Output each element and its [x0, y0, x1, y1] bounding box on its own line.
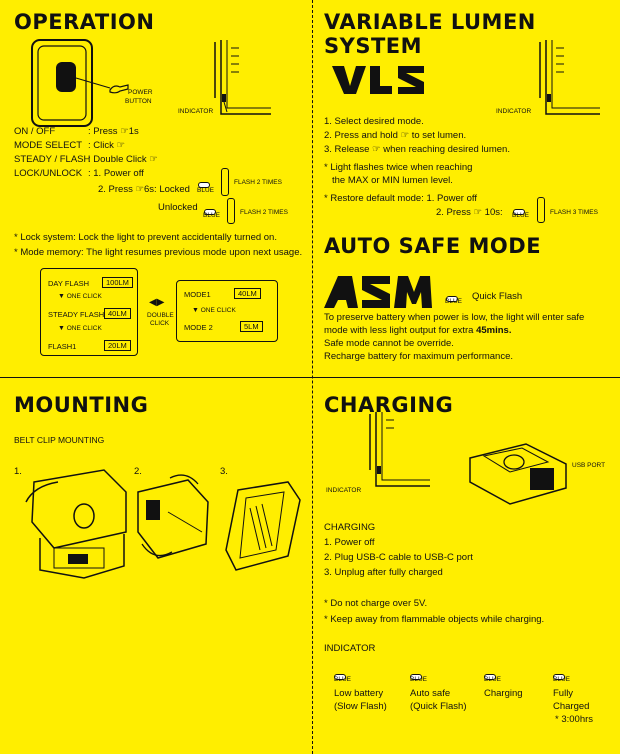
mount-step-1: 1. [14, 466, 22, 477]
device-side-illustration [195, 38, 275, 118]
mode-1: MODE1 [184, 290, 211, 299]
state-charging-blue: BLUE [484, 676, 501, 683]
vls-led-bar [537, 197, 545, 223]
mount-step-1-illustration [14, 462, 129, 582]
vls-step-1: 1. Select desired mode. [324, 116, 424, 127]
memory-note: * Mode memory: The light resumes previous mode upon next usage. [14, 247, 303, 258]
unlock-flash-label: FLASH 2 TIMES [240, 209, 288, 216]
asm-para-4: Recharge battery for maximum performance. [324, 351, 514, 362]
charging-indicator-label: INDICATOR [326, 487, 362, 494]
mount-step-3-illustration [218, 476, 303, 576]
vls-flash3-label: FLASH 3 TIMES [550, 209, 598, 216]
lock-note: * Lock system: Lock the light to prevent accidentally turned on. [14, 232, 277, 243]
charging-note-1: * Do not charge over 5V. [324, 598, 428, 609]
asm-blue-label: BLUE [445, 298, 462, 305]
lock-step-2: 2. Press ☞6s: Locked [98, 184, 190, 195]
mount-step-2-illustration [128, 472, 213, 567]
one-click-3: ▼ ONE CLICK [192, 307, 236, 314]
asm-para-2: mode with less light output for extra 45mins. [324, 325, 512, 336]
asm-quick-flash: Quick Flash [472, 291, 523, 302]
mode-2-lm: 5LM [240, 321, 263, 332]
mode-day-flash: DAY FLASH [48, 279, 89, 288]
charging-step-1: 1. Power off [324, 537, 375, 548]
mode-day-flash-lm: 100LM [102, 277, 133, 288]
lock-blue-label: BLUE [197, 187, 214, 194]
mode-steady-flash: STEADY FLASH [48, 310, 105, 319]
charging-sub: CHARGING [324, 522, 376, 533]
state-fully-charged-l3: * 3:00hrs [555, 714, 594, 725]
vls-device-side-illustration [520, 38, 602, 120]
lock-flash-label: FLASH 2 TIMES [234, 179, 282, 186]
charging-device-side-illustration [350, 410, 432, 492]
unlocked-label: Unlocked [158, 202, 198, 213]
steady-flash-value: : Double Click ☞ [88, 154, 158, 165]
vls-note-1b: the MAX or MIN lumen level. [332, 175, 453, 186]
power-button-label: POWER [128, 89, 153, 96]
mode-select-value: : Click ☞ [88, 140, 126, 151]
lock-unlock-key: LOCK/UNLOCK [14, 168, 83, 179]
mode-steady-flash-lm: 40LM [104, 308, 131, 319]
vls-note-2b: 2. Press ☞ 10s: [436, 207, 503, 218]
vls-blue-label: BLUE [512, 212, 529, 219]
steady-flash-key: STEADY / FLASH [14, 154, 91, 165]
vls-logo [332, 64, 427, 96]
charging-step-2: 2. Plug USB-C cable to USB-C port [324, 552, 473, 563]
asm-para-1: To preserve battery when power is low, the light will enter safe [324, 312, 585, 323]
double-click-label-2: CLICK [150, 320, 170, 327]
operation-indicator-label: INDICATOR [178, 108, 214, 115]
asm-logo [324, 274, 434, 310]
operation-title: OPERATION [14, 10, 155, 34]
mode-flash1-lm: 20LM [104, 340, 131, 351]
usb-port-label: USB PORT [572, 462, 606, 469]
state-auto-safe-l1: Auto safe [410, 688, 451, 699]
charging-usb-illustration [466, 438, 576, 508]
mount-step-3: 3. [220, 466, 228, 477]
state-low-battery-l2: (Slow Flash) [334, 701, 387, 712]
mount-step-2: 2. [134, 466, 142, 477]
state-charging-l1: Charging [484, 688, 523, 699]
vls-step-2: 2. Press and hold ☞ to set lumen. [324, 130, 467, 141]
lock-led-bar [221, 168, 229, 196]
lock-unlock-value: : 1. Power off [88, 168, 144, 179]
press-hand-icon [108, 82, 130, 96]
unlock-led-bar [227, 198, 235, 224]
double-click-arrows-icon: ◀▶ [149, 297, 165, 308]
state-low-battery-l1: Low battery [334, 688, 384, 699]
onoff-value: : Press ☞1s [88, 126, 139, 137]
unlock-blue-label: BLUE [203, 212, 220, 219]
state-auto-safe-l2: (Quick Flash) [410, 701, 467, 712]
charging-note-2: * Keep away from flammable objects while charging. [324, 614, 545, 625]
power-button-label-2: BUTTON [125, 98, 152, 105]
charging-title: CHARGING [324, 393, 454, 417]
state-auto-safe-blue: BLUE [410, 676, 427, 683]
vls-title: VARIABLE LUMEN SYSTEM [324, 10, 536, 58]
state-fully-charged-blue: BLUE [553, 676, 570, 683]
mode-2: MODE 2 [184, 323, 213, 332]
state-low-battery-blue: BLUE [334, 676, 351, 683]
indicator-title: INDICATOR [324, 643, 376, 654]
double-click-label: DOUBLE [147, 312, 174, 319]
vls-note-1: * Light flashes twice when reaching [324, 162, 473, 173]
one-click-1: ▼ ONE CLICK [58, 293, 102, 300]
middle-divider [0, 377, 620, 378]
one-click-2: ▼ ONE CLICK [58, 325, 102, 332]
asm-para-3: Safe mode cannot be override. [324, 338, 454, 349]
vls-indicator-label: INDICATOR [496, 108, 532, 115]
belt-clip-label: BELT CLIP MOUNTING [14, 435, 105, 445]
mounting-title: MOUNTING [14, 393, 149, 417]
charging-step-3: 3. Unplug after fully charged [324, 567, 443, 578]
onoff-key: ON / OFF [14, 126, 56, 137]
state-fully-charged-l2: Charged [553, 701, 590, 712]
mode-flash1: FLASH1 [48, 342, 77, 351]
vls-note-2: * Restore default mode: 1. Power off [324, 193, 477, 204]
state-fully-charged-l1: Fully [553, 688, 574, 699]
vls-step-3: 3. Release ☞ when reaching desired lumen. [324, 144, 510, 155]
asm-title: AUTO SAFE MODE [324, 234, 542, 258]
mode-select-key: MODE SELECT [14, 140, 83, 151]
mode-1-lm: 40LM [234, 288, 261, 299]
